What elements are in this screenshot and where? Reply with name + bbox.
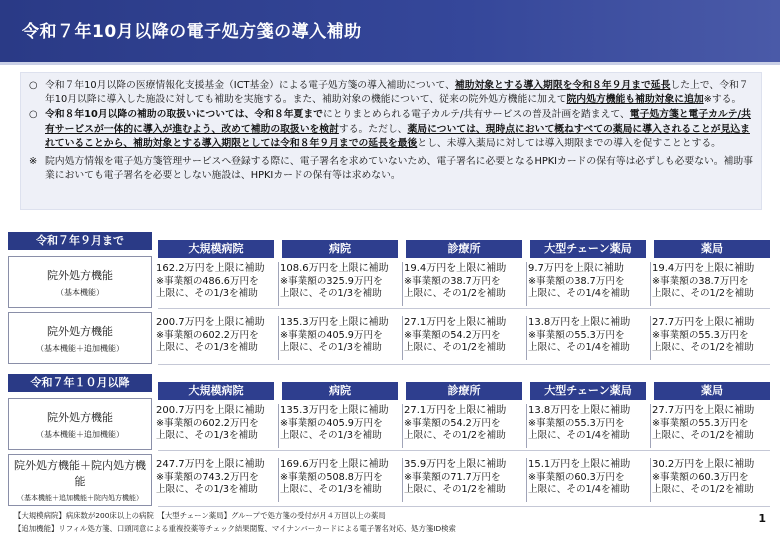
col-divider — [526, 262, 527, 306]
row-divider — [158, 506, 770, 507]
subsidy-detail: ※事業額の54.2万円を — [404, 417, 501, 429]
subsidy-cap: 27.1万円を上限に補助 — [404, 317, 507, 328]
header-divider — [0, 62, 780, 65]
subsidy-cap: 13.8万円を上限に補助 — [528, 317, 631, 328]
subsidy-detail: ※事業額の55.3万円を — [528, 329, 625, 341]
subsidy-detail: 上限に、その1/3を補助 — [156, 342, 258, 354]
col-divider — [650, 404, 651, 448]
subsidy-cap: 200.7万円を上限に補助 — [156, 405, 265, 416]
subsidy-cap: 9.7万円を上限に補助 — [528, 263, 624, 274]
subsidy-detail: 上限に、その1/3を補助 — [156, 430, 258, 442]
row-divider — [158, 308, 770, 309]
col-head-chain-pharmacy: 大型チェーン薬局 — [530, 382, 646, 400]
subsidy-detail: 上限に、その1/4を補助 — [528, 430, 630, 442]
subsidy-cap: 30.2万円を上限に補助 — [652, 459, 755, 470]
subsidy-cell — [652, 459, 754, 497]
row-label — [8, 454, 152, 506]
subsidy-cell — [280, 263, 389, 301]
col-divider — [526, 404, 527, 448]
row-label — [8, 398, 152, 450]
note-text: する。ただし、 — [338, 123, 408, 135]
subsidy-detail: 上限に、その1/3を補助 — [156, 484, 258, 496]
subsidy-detail: 上限に、その1/3を補助 — [280, 484, 382, 496]
row-label-sub: （基本機能＋追加機能） — [36, 429, 124, 439]
col-divider — [402, 404, 403, 448]
note-text: 院内処方情報を電子処方箋管理サービスへ登録する際に、電子署名を求めていないため、電子署名に必要となるHPKIカードの保有等は必ずしも必要ない。補助事業においても電子署名を必要としない施設は、HPKIカードの保有等は求めない。 — [45, 156, 753, 182]
subsidy-detail: 上限に、その1/4を補助 — [528, 288, 630, 300]
col-head-pharmacy: 薬局 — [654, 240, 770, 258]
subsidy-detail: 上限に、その1/2を補助 — [404, 288, 506, 300]
subsidy-detail: ※事業額の54.2万円を — [404, 329, 501, 341]
subsidy-detail: ※事業額の602.2万円を — [156, 329, 259, 341]
subsidy-detail: ※事業額の325.9万円を — [280, 275, 383, 287]
subsidy-cell — [652, 263, 754, 301]
subsidy-cell — [156, 263, 265, 301]
col-divider — [402, 458, 403, 502]
footnote-definitions: 【大規模病院】病床数が200床以上の病院 【大型チェーン薬局】グループで処方箋の受付が月４万回以上の薬局 — [14, 511, 386, 520]
section-label-from-oct: 令和７年１０月以降 — [8, 374, 152, 392]
note-bold: 令和８年10月以降の補助の取扱いについては、令和８年夏まで — [45, 109, 323, 121]
note-text: とし、未導入薬局に対しては導入期限までの導入を促すこととする。 — [417, 137, 721, 149]
subsidy-detail: ※事業額の38.7万円を — [528, 275, 625, 287]
col-head-clinic: 診療所 — [406, 382, 522, 400]
row-label-sub: （基本機能） — [56, 287, 104, 297]
subsidy-detail: 上限に、その1/3を補助 — [156, 288, 258, 300]
subsidy-cell — [652, 405, 754, 443]
note-emphasis: 院内処方機能も補助対象に追加 — [566, 94, 704, 106]
note-text: 令和７年10月以降の医療情報化支援基金（ICT基金）による電子処方箋の導入補助について、 — [45, 80, 455, 91]
col-head-hospital: 病院 — [282, 382, 398, 400]
subsidy-detail: 上限に、その1/3を補助 — [280, 288, 382, 300]
header-banner — [0, 0, 780, 62]
col-divider — [278, 316, 279, 360]
page-number: 1 — [758, 512, 766, 525]
subsidy-cell — [156, 405, 265, 443]
subsidy-detail: ※事業額の405.9万円を — [280, 329, 383, 341]
subsidy-cap: 19.4万円を上限に補助 — [404, 263, 507, 274]
subsidy-cell — [528, 405, 630, 443]
note-text: した上で、令和７年10月以降に導入した施設に対しても補助を実施する。また、補助対象の機能について、従来の院外処方機能に加えて — [45, 80, 749, 106]
subsidy-cap: 27.7万円を上限に補助 — [652, 405, 755, 416]
subsidy-detail: 上限に、その1/4を補助 — [528, 342, 630, 354]
col-divider — [402, 262, 403, 306]
col-head-large-hospital: 大規模病院 — [158, 382, 274, 400]
col-divider — [650, 262, 651, 306]
subsidy-cap: 247.7万円を上限に補助 — [156, 459, 265, 470]
col-divider — [278, 404, 279, 448]
col-head-chain-pharmacy: 大型チェーン薬局 — [530, 240, 646, 258]
subsidy-cell — [280, 317, 389, 355]
subsidy-cap: 13.8万円を上限に補助 — [528, 405, 631, 416]
subsidy-detail: ※事業額の405.9万円を — [280, 417, 383, 429]
col-head-hospital: 病院 — [282, 240, 398, 258]
subsidy-detail: 上限に、その1/2を補助 — [652, 288, 754, 300]
row-label-main: 院外処方機能 — [47, 410, 113, 424]
subsidy-cap: 162.2万円を上限に補助 — [156, 263, 265, 274]
col-divider — [278, 458, 279, 502]
subsidy-detail: 上限に、その1/2を補助 — [404, 342, 506, 354]
subsidy-detail: ※事業額の60.3万円を — [528, 471, 625, 483]
subsidy-detail: ※事業額の55.3万円を — [528, 417, 625, 429]
subsidy-detail: 上限に、その1/2を補助 — [404, 484, 506, 496]
subsidy-cell — [404, 459, 506, 497]
subsidy-detail: ※事業額の743.2万円を — [156, 471, 259, 483]
col-divider — [278, 262, 279, 306]
row-label-sub: （基本機能＋追加機能＋院内処方機能） — [17, 494, 143, 502]
col-head-large-hospital: 大規模病院 — [158, 240, 274, 258]
subsidy-detail: ※事業額の60.3万円を — [652, 471, 749, 483]
col-divider — [402, 316, 403, 360]
section-label-until-sep: 令和７年９月まで — [8, 232, 152, 250]
subsidy-detail: ※事業額の38.7万円を — [404, 275, 501, 287]
note-paragraph-3 — [29, 155, 753, 183]
col-divider — [526, 458, 527, 502]
subsidy-cell — [404, 317, 506, 355]
subsidy-cell — [156, 317, 265, 355]
row-label-main: 院外処方機能 — [47, 268, 113, 282]
note-paragraph-1 — [29, 79, 753, 107]
col-divider — [650, 316, 651, 360]
note-text: にとりまとめられる電子カルテ/共有サービスの普及計画を踏まえて、 — [322, 109, 630, 121]
subsidy-cap: 108.6万円を上限に補助 — [280, 263, 389, 274]
subsidy-cap: 35.9万円を上限に補助 — [404, 459, 507, 470]
subsidy-cell — [280, 459, 389, 497]
subsidy-cap: 27.1万円を上限に補助 — [404, 405, 507, 416]
note-text: ※する。 — [703, 94, 742, 106]
subsidy-cap: 27.7万円を上限に補助 — [652, 317, 755, 328]
subsidy-detail: ※事業額の55.3万円を — [652, 329, 749, 341]
row-divider — [158, 450, 770, 451]
note-bullet: ○ — [29, 80, 38, 91]
subsidy-detail: ※事業額の508.8万円を — [280, 471, 383, 483]
subsidy-cell — [652, 317, 754, 355]
col-divider — [526, 316, 527, 360]
note-emphasis: 薬局については、現時点において概ねすべての薬局に導入されることが見込まれていることから、補助対象とする導入期限としては令和８年９月までの延長を最後 — [45, 123, 750, 149]
subsidy-cap: 200.7万円を上限に補助 — [156, 317, 265, 328]
subsidy-detail: ※事業額の55.3万円を — [652, 417, 749, 429]
subsidy-cell — [528, 263, 630, 301]
subsidy-detail: ※事業額の71.7万円を — [404, 471, 501, 483]
note-asterisk: ※ — [29, 156, 38, 168]
row-label-main: 院外処方機能 — [47, 324, 113, 338]
subsidy-cell — [528, 459, 630, 497]
subsidy-cell — [528, 317, 630, 355]
row-label-sub: （基本機能＋追加機能） — [36, 343, 124, 353]
notes-box — [20, 72, 762, 210]
subsidy-cap: 135.3万円を上限に補助 — [280, 317, 389, 328]
subsidy-detail: 上限に、その1/3を補助 — [280, 342, 382, 354]
subsidy-cell — [280, 405, 389, 443]
footnote-additional-functions: 【追加機能】リフィル処方箋、口頭同意による重複投薬等チェック結果閲覧、マイナンバーカードによる電子署名対応、処方箋ID検索 — [14, 524, 456, 533]
note-bullet: ○ — [29, 109, 38, 121]
subsidy-cap: 135.3万円を上限に補助 — [280, 405, 389, 416]
col-divider — [650, 458, 651, 502]
subsidy-cap: 15.1万円を上限に補助 — [528, 459, 631, 470]
page-title: 令和７年10月以降の電子処方箋の導入補助 — [22, 22, 362, 42]
subsidy-detail: ※事業額の602.2万円を — [156, 417, 259, 429]
subsidy-cap: 169.6万円を上限に補助 — [280, 459, 389, 470]
subsidy-detail: 上限に、その1/3を補助 — [280, 430, 382, 442]
subsidy-cell — [404, 263, 506, 301]
col-head-pharmacy: 薬局 — [654, 382, 770, 400]
subsidy-detail: 上限に、その1/2を補助 — [652, 484, 754, 496]
row-label — [8, 256, 152, 308]
note-emphasis: 電子処方箋と電子カルテ/共有サービスが一体的に導入が進むよう、改めて補助の取扱いを検討 — [45, 109, 751, 135]
row-label — [8, 312, 152, 364]
row-label-main: 院外処方機能＋院内処方機能 — [14, 459, 146, 488]
note-paragraph-2 — [29, 108, 753, 151]
subsidy-cap: 19.4万円を上限に補助 — [652, 263, 755, 274]
col-head-clinic: 診療所 — [406, 240, 522, 258]
subsidy-detail: 上限に、その1/2を補助 — [652, 342, 754, 354]
subsidy-cell — [404, 405, 506, 443]
subsidy-cell — [156, 459, 265, 497]
subsidy-detail: ※事業額の486.6万円を — [156, 275, 259, 287]
subsidy-detail: ※事業額の38.7万円を — [652, 275, 749, 287]
subsidy-detail: 上限に、その1/2を補助 — [652, 430, 754, 442]
note-emphasis: 補助対象とする導入期限を令和８年９月まで延長 — [454, 80, 671, 91]
subsidy-detail: 上限に、その1/4を補助 — [528, 484, 630, 496]
subsidy-detail: 上限に、その1/2を補助 — [404, 430, 506, 442]
row-divider — [158, 364, 770, 365]
